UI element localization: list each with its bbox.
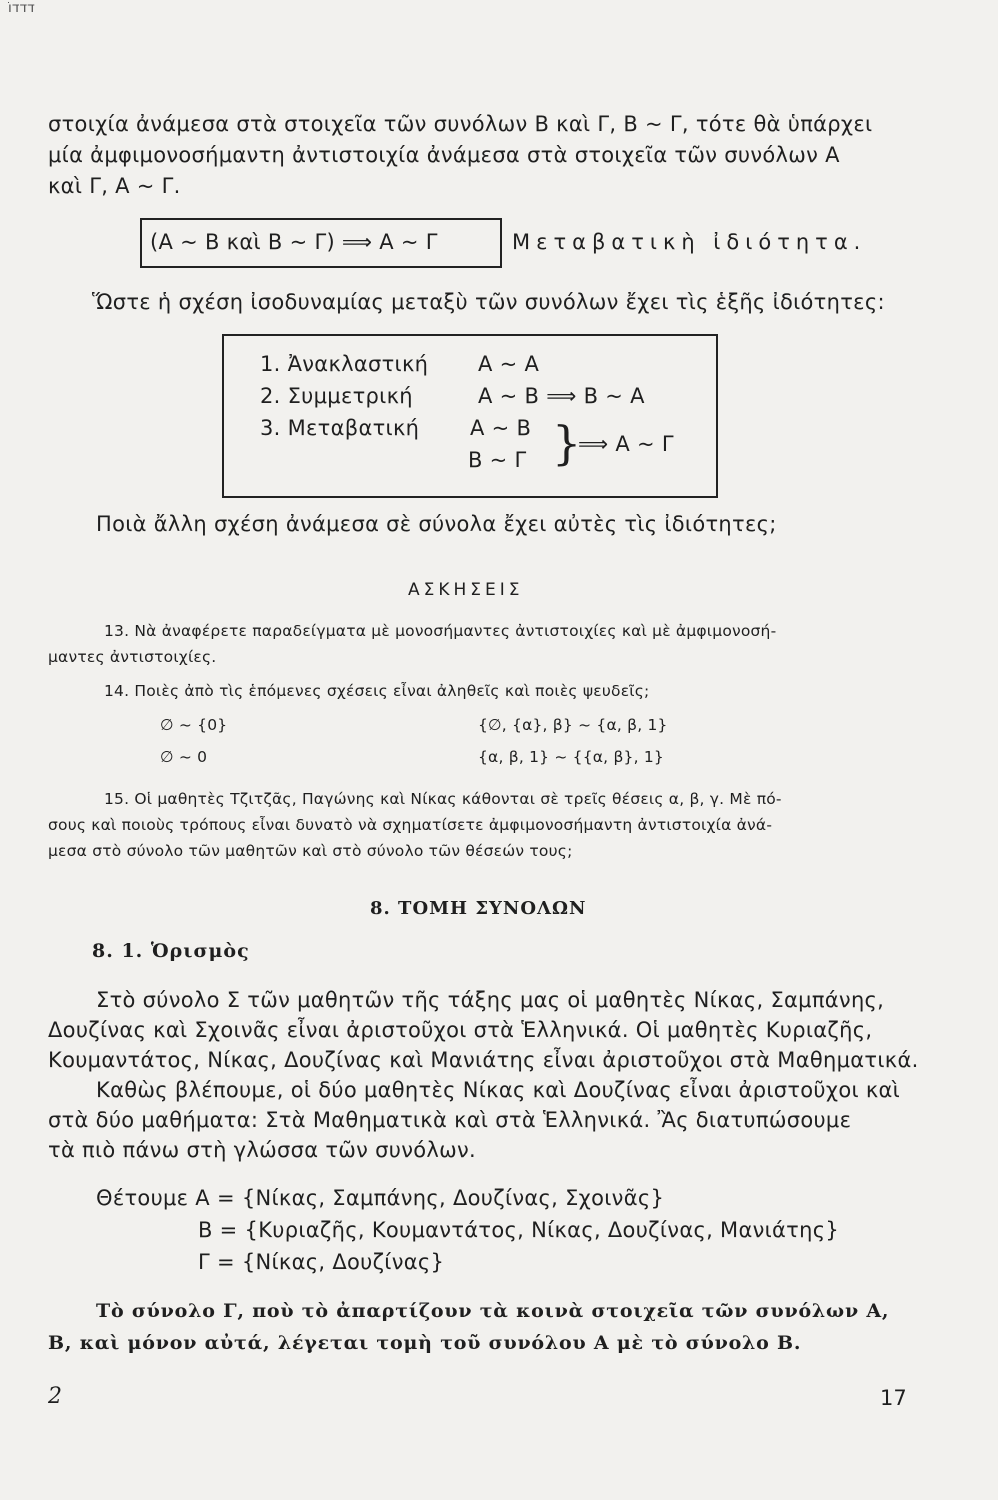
- conclusion-line-1: Τὸ σύνολο Γ, ποὺ τὸ ἀπαρτίζουν τὰ κοινὰ στοιχεῖα τῶν συνόλων Α,: [96, 1300, 890, 1322]
- property-reflexive-name: 1. Ἀνακλαστική: [260, 352, 429, 376]
- exercise-15-line-2: σους καὶ ποιοὺς τρόπους εἶναι δυνατὸ νὰ σχηματίσετε ἀμφιμονοσήμαντη ἀντιστοιχία ἀνά-: [48, 816, 773, 834]
- intro-line-3: καὶ Γ, Α ~ Γ.: [48, 174, 181, 198]
- properties-intro: Ὥστε ἡ σχέση ἰσοδυναμίας μεταξὺ τῶν συνόλων ἔχει τὶς ἑξῆς ἰδιότητες:: [92, 290, 885, 314]
- definition-line-2: Δουζίνας καὶ Σχοινᾶς εἶναι ἀριστοῦχοι στὰ Ἑλληνικά. Οἱ μαθητὲς Κυριαζῆς,: [48, 1018, 873, 1042]
- definition-line-4: Καθὼς βλέπουμε, οἱ δύο μαθητὲς Νίκας καὶ Δουζίνας εἶναι ἀριστοῦχοι καὶ: [96, 1078, 901, 1102]
- relation-1-left: ∅ ~ {0}: [160, 716, 228, 734]
- exercises-heading: ΑΣΚΗΣΕΙΣ: [408, 580, 524, 600]
- set-b-definition: Β = {Κυριαζῆς, Κουμαντάτος, Νίκας, Δουζίνας, Μανιάτης}: [198, 1218, 840, 1242]
- definition-line-5: στὰ δύο μαθήματα: Στὰ Μαθηματικὰ καὶ στὰ Ἑλληνικά. Ἂς διατυπώσουμε: [48, 1108, 852, 1132]
- intro-line-2: μία ἀμφιμονοσήμαντη ἀντιστοιχία ἀνάμεσα στὰ στοιχεῖα τῶν συνόλων Α: [48, 143, 840, 167]
- relation-2-right: {α, β, 1} ~ {{α, β}, 1}: [478, 748, 664, 766]
- section-subtitle: 8. 1. Ὁρισμὸς: [92, 940, 250, 962]
- transitive-formula: (Α ~ Β καὶ Β ~ Γ) ⟹ Α ~ Γ: [150, 230, 438, 254]
- set-c-definition: Γ = {Νίκας, Δουζίνας}: [198, 1250, 445, 1274]
- property-transitive-line-1: Α ~ Β: [470, 416, 532, 440]
- exercise-15-line-1: 15. Οἱ μαθητὲς Τζιτζᾶς, Παγώνης καὶ Νίκας κάθονται σὲ τρεῖς θέσεις α, β, γ. Μὲ πό-: [104, 790, 782, 808]
- transitive-label: Μεταβατικὴ ἰδιότητα.: [512, 230, 867, 254]
- relation-2-left: ∅ ~ 0: [160, 748, 208, 766]
- property-transitive-line-2: Β ~ Γ: [468, 448, 527, 472]
- page-number: 17: [880, 1386, 907, 1410]
- property-transitive-result: ⟹ Α ~ Γ: [578, 432, 674, 456]
- intro-line-1: στοιχία ἀνάμεσα στὰ στοιχεῖα τῶν συνόλων Β καὶ Γ, Β ~ Γ, τότε θὰ ὑπάρχει: [48, 112, 873, 136]
- question-line: Ποιὰ ἄλλη σχέση ἀνάμεσα σὲ σύνολα ἔχει αὐτὲς τὶς ἰδιότητες;: [96, 512, 777, 536]
- brace-symbol: }: [552, 416, 582, 470]
- exercise-13-line-2: μαντες ἀντιστοιχίες.: [48, 648, 217, 666]
- property-symmetric-formula: Α ~ Β ⟹ Β ~ Α: [478, 384, 645, 408]
- property-transitive-name: 3. Μεταβατική: [260, 416, 420, 440]
- exercise-13-line-1: 13. Νὰ ἀναφέρετε παραδείγματα μὲ μονοσήμαντες ἀντιστοιχίες καὶ μὲ ἀμφιμονοσή-: [104, 622, 777, 640]
- set-a-definition: Θέτουμε Α = {Νίκας, Σαμπάνης, Δουζίνας, Σχοινᾶς}: [96, 1186, 665, 1210]
- signature-mark: 2: [48, 1384, 62, 1409]
- definition-line-6: τὰ πιὸ πάνω στὴ γλώσσα τῶν συνόλων.: [48, 1138, 477, 1162]
- definition-line-3: Κουμαντάτος, Νίκας, Δουζίνας καὶ Μανιάτης εἶναι ἀριστοῦχοι στὰ Μαθηματικά.: [48, 1048, 919, 1072]
- relation-1-right: {∅, {α}, β} ~ {α, β, 1}: [478, 716, 668, 734]
- property-reflexive-formula: Α ~ Α: [478, 352, 540, 376]
- property-symmetric-name: 2. Συμμετρική: [260, 384, 413, 408]
- section-title: 8. ΤΟΜΗ ΣΥΝΟΛΩΝ: [370, 898, 587, 919]
- exercise-14-prompt: 14. Ποιὲς ἀπὸ τὶς ἑπόμενες σχέσεις εἶναι ἀληθεῖς καὶ ποιὲς ψευδεῖς;: [104, 682, 650, 700]
- definition-line-1: Στὸ σύνολο Σ τῶν μαθητῶν τῆς τάξης μας οἱ μαθητὲς Νίκας, Σαμπάνης,: [96, 988, 885, 1012]
- conclusion-line-2: Β, καὶ μόνον αὐτά, λέγεται τομὴ τοῦ συνόλου Α μὲ τὸ σύνολο Β.: [48, 1332, 802, 1354]
- corner-mark: דדדוֹ: [8, 0, 35, 16]
- exercise-15-line-3: μεσα στὸ σύνολο τῶν μαθητῶν καὶ στὸ σύνολο τῶν θέσεών τους;: [48, 842, 573, 860]
